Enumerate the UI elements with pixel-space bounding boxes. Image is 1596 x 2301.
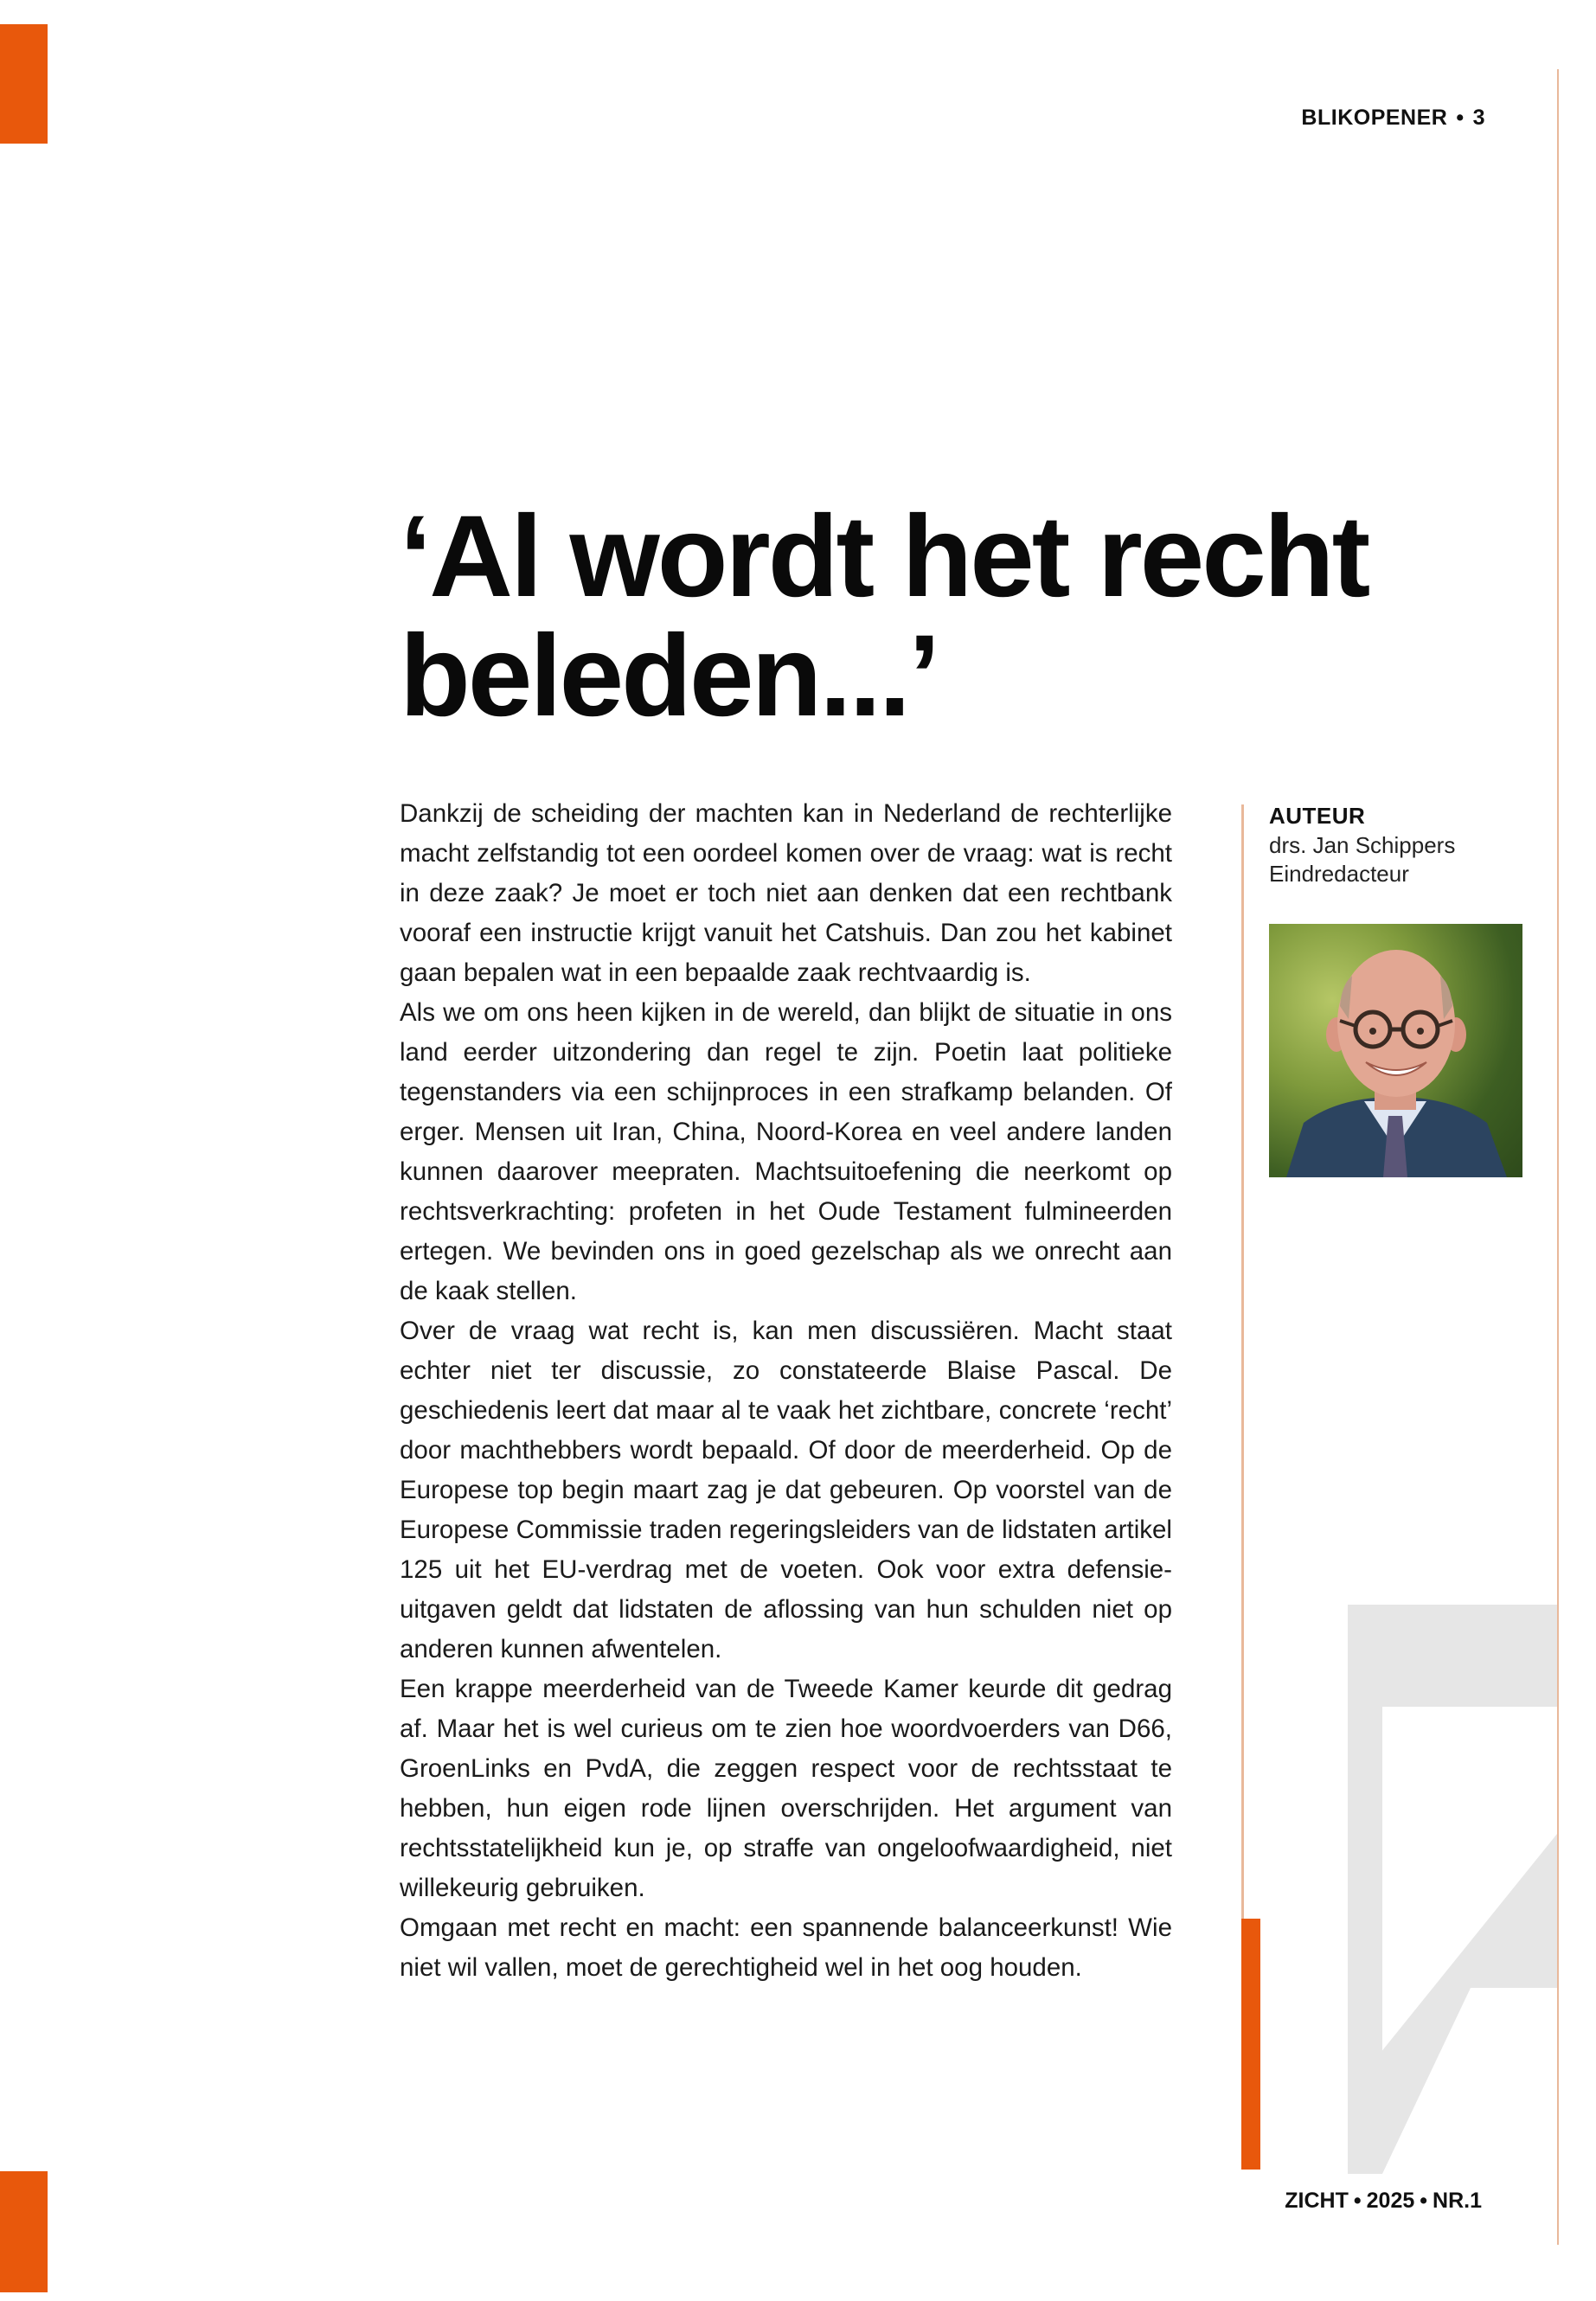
watermark-diagonal (1348, 1834, 1557, 2174)
paragraph-2: Als we om ons heen kijken in de wereld, dan blijkt de situatie in ons land eerder uitzondering dan regel te zijn. Poetin laat politieke tegenstanders via een schijnproces in een strafkamp belanden. Of erger. Mensen uit Iran, China, Noord-Korea en veel andere landen kunnen daarover meepraten. Machtsuitoefening die neerkomt op rechtsverkrachting: profeten in het Oude Testament fulmineerden ertegen. We bevinden ons in goed gezelschap als we onrecht aan de kaak stellen. (400, 998, 1172, 1305)
watermark-block (1348, 1605, 1557, 1707)
paragraph-3: Over de vraag wat recht is, kan men discussiëren. Macht staat echter niet ter discussie, zo constateerde Blaise Pascal. De geschiedenis leert dat maar al te vaak het zichtbare, concrete ‘recht’ door machthebbers wordt bepaald. Of door de meerderheid. Op de Europese top begin maart zag je dat gebeuren. Op voorstel van de Europese Commissie traden regeringsleiders van de lidstaten artikel 125 uit het EU-verdrag met de voeten. Ook voor extra defensie-uitgaven geldt dat lidstaten de aflossing van hun schulden niet op anderen kunnen afwentelen. (400, 1317, 1172, 1663)
title-line-2: beleden...’ (400, 612, 939, 740)
author-info (1269, 800, 1529, 888)
footer-separator-1: • (1353, 2189, 1362, 2213)
author-photo (1269, 924, 1522, 1177)
running-footer (1285, 2189, 1482, 2214)
issue-number: NR.1 (1433, 2189, 1482, 2213)
issue-year: 2025 (1366, 2189, 1415, 2213)
right-margin-rule (1557, 69, 1559, 2245)
running-header (1301, 106, 1485, 131)
magazine-name: ZICHT (1285, 2189, 1349, 2213)
footer-separator-2: • (1420, 2189, 1428, 2213)
section-name: BLIKOPENER (1301, 106, 1448, 130)
title-line-1: ‘Al wordt het recht (400, 492, 1368, 621)
sidebar-accent-bar (1241, 1919, 1260, 2170)
orange-tab-bottom (0, 2171, 48, 2292)
sidebar-rule (1241, 804, 1244, 1920)
article-body (400, 794, 1172, 1988)
author-portrait-illustration (1269, 924, 1522, 1177)
header-separator: • (1456, 106, 1465, 130)
paragraph-1: Dankzij de scheiding der machten kan in Nederland de rechterlijke macht zelfstandig tot een oordeel komen over de vraag: wat is recht in deze zaak? Je moet er toch niet aan denken dat een rechtbank vooraf een instructie krijgt vanuit het Catshuis. Dan zou het kabinet gaan bepalen wat in een bepaalde zaak rechtvaardig is. (400, 799, 1172, 987)
paragraph-4: Een krappe meerderheid van de Tweede Kamer keurde dit gedrag af. Maar het is wel curieus om te zien hoe woordvoerders van D66, GroenLinks en PvdA, die zeggen respect voor de rechtsstaat te hebben, hun eigen rode lijnen overschrijden. Het argument van rechtsstatelijkheid kun je, op straffe van ongeloofwaardigheid, niet willekeurig gebruiken. (400, 1675, 1172, 1902)
page-number: 3 (1472, 106, 1485, 130)
author-name: drs. Jan Schippers (1269, 832, 1456, 858)
article-title (400, 492, 1420, 740)
author-role: Eindredacteur (1269, 861, 1409, 887)
paragraph-5: Omgaan met recht en macht: een spannende balanceerkunst! Wie niet wil vallen, moet de gerechtigheid wel in het oog houden. (400, 1913, 1172, 1982)
orange-tab-top (0, 24, 48, 144)
author-heading: AUTEUR (1269, 803, 1366, 829)
